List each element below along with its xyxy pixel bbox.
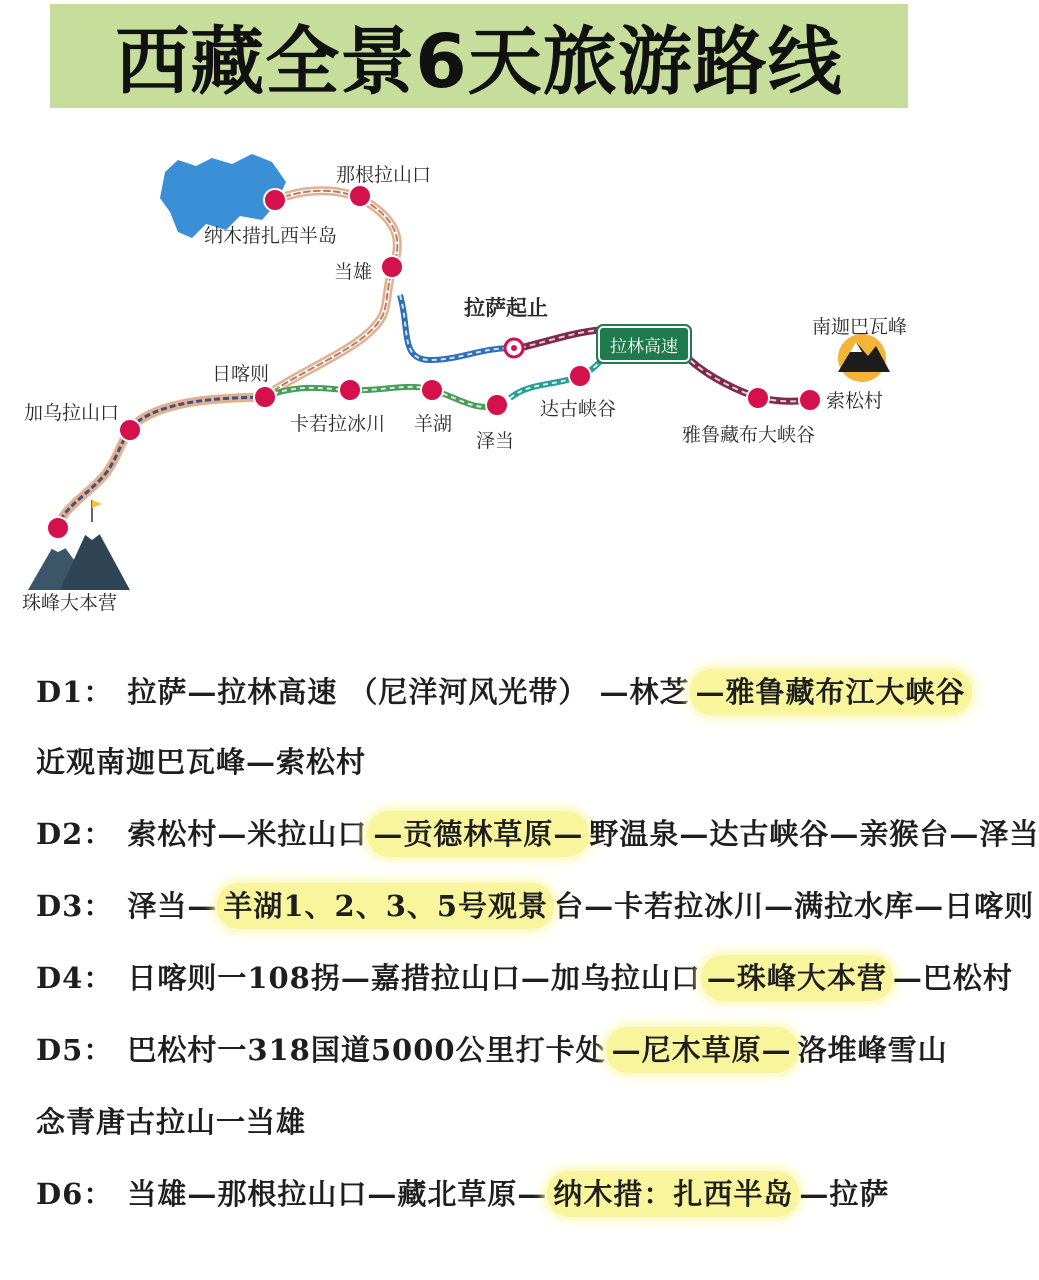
route-text: 当雄—那根拉山口—藏北草原—	[127, 1177, 548, 1211]
day-label: D2：	[36, 817, 114, 851]
title-banner	[50, 4, 908, 108]
route-text: 野温泉—达古峡谷—亲猴台—泽当	[589, 817, 1039, 851]
itinerary-line	[36, 670, 972, 711]
flag-icon	[92, 500, 102, 522]
stop-dot-namco	[264, 189, 286, 211]
label-everest-bc: 珠峰大本营	[22, 592, 118, 614]
route-text: 台—卡若拉冰川—满拉水库—日喀则	[554, 889, 1035, 923]
route-text: 泽当—	[127, 889, 218, 923]
stop-dot-dagu	[569, 365, 591, 387]
highlighted-stop: —雅鲁藏布江大峡谷	[690, 669, 972, 715]
stop-dot-shigatse	[254, 386, 276, 408]
label-damxung: 当雄	[334, 261, 373, 283]
day-label: D3：	[36, 889, 114, 923]
stop-dot-tsedang	[486, 394, 508, 416]
label-tsedang: 泽当	[476, 430, 515, 452]
highlighted-stop: —尼木草原—	[606, 1027, 798, 1073]
route-text: 近观南迦巴瓦峰—索松村	[36, 745, 367, 779]
itinerary-line	[36, 1028, 948, 1069]
label-suosong: 索松村	[826, 390, 884, 412]
route-text: 拉萨—拉林高速 （尼洋河风光带） —林芝	[127, 675, 690, 709]
label-namco: 纳木措扎西半岛	[204, 225, 338, 247]
highway-badge	[598, 326, 690, 362]
stop-dot-karola	[339, 379, 361, 401]
route-text: 索松村—米拉山口	[127, 817, 368, 851]
route-text: 念青唐古拉山一当雄	[36, 1105, 307, 1139]
stop-dot-damxung	[381, 256, 403, 278]
start-marker-icon	[505, 339, 523, 357]
day-label: D5：	[36, 1033, 114, 1067]
route-text: —拉萨	[799, 1177, 890, 1211]
stop-dot-suosong	[799, 389, 821, 411]
route-text: 洛堆峰雪山	[797, 1033, 948, 1067]
page-title: 西藏全景6天旅游路线	[115, 19, 843, 105]
highlighted-stop: 羊湖1、2、3、5号观景	[217, 883, 554, 929]
label-shigatse: 日喀则	[212, 363, 270, 385]
itinerary-line	[36, 1172, 889, 1213]
itinerary-line	[36, 812, 1039, 853]
itinerary-line	[36, 884, 1034, 925]
label-karola: 卡若拉冰川	[290, 413, 386, 435]
itinerary-line	[36, 956, 1013, 997]
highway-badge-label: 拉林高速	[610, 336, 678, 357]
stop-dot-gyawula	[119, 419, 141, 441]
stop-dot-nagenla	[349, 185, 371, 207]
stop-dot-yamdrok	[421, 379, 443, 401]
itinerary-line	[36, 1100, 306, 1141]
mountain-icon	[28, 520, 130, 590]
route-map	[0, 120, 960, 620]
route-dagu	[510, 350, 612, 398]
route-text: 巴松村一318国道5000公里打卡处	[127, 1033, 606, 1067]
route-map-svg	[0, 120, 960, 620]
peak-icon	[838, 334, 890, 382]
stop-dot-canyon	[747, 387, 769, 409]
day-label: D4：	[36, 961, 114, 995]
highlighted-stop: 纳木措：扎西半岛	[547, 1171, 799, 1217]
day-label: D6：	[36, 1177, 114, 1211]
route-text: —巴松村	[892, 961, 1013, 995]
label-nagenla: 那根拉山口	[336, 164, 432, 186]
label-lhasa: 拉萨起止	[464, 296, 548, 320]
label-gyawula: 加乌拉山口	[24, 402, 120, 424]
stop-dot-everest	[47, 517, 69, 539]
label-yamdrok: 羊湖	[414, 413, 453, 435]
highlighted-stop: —贡德林草原—	[367, 811, 589, 857]
itinerary-line	[36, 740, 366, 781]
label-namjagbarwa: 南迦巴瓦峰	[812, 316, 908, 338]
label-dagu: 达古峡谷	[540, 398, 617, 420]
label-canyon: 雅鲁藏布大峡谷	[682, 424, 816, 446]
day-label: D1：	[36, 675, 114, 709]
route-south	[265, 387, 497, 407]
route-text: 日喀则一108拐—嘉措拉山口—加乌拉山口	[127, 961, 701, 995]
highlighted-stop: —珠峰大本营	[701, 955, 893, 1001]
